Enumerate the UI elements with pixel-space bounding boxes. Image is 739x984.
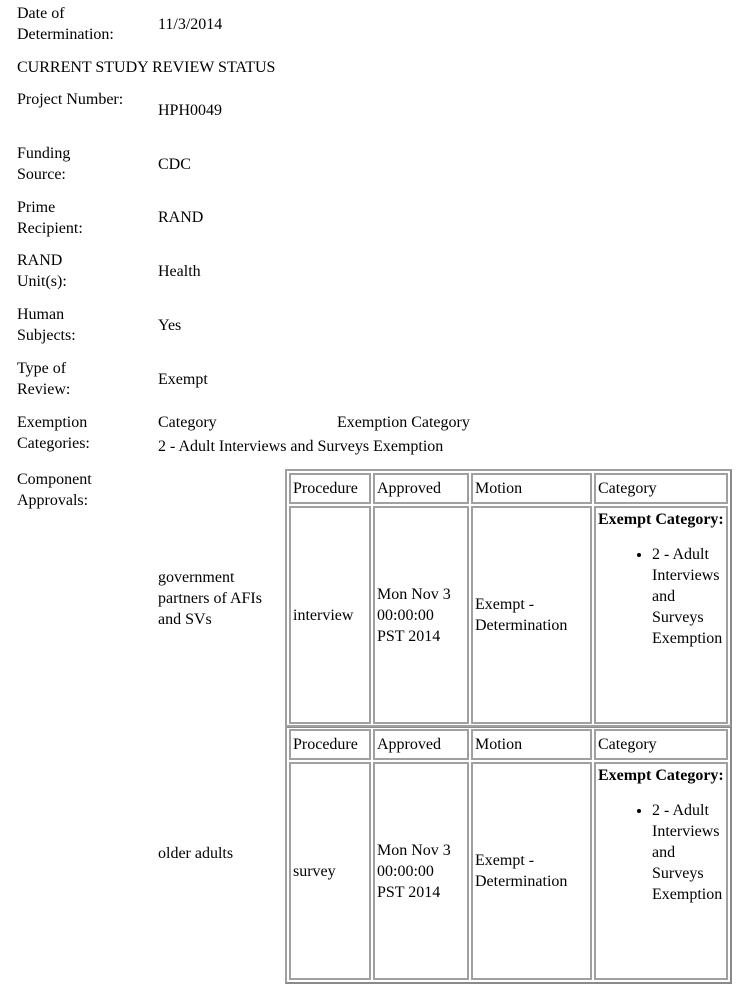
component-table [285, 725, 732, 984]
component-name: older adults [158, 845, 234, 862]
funding-source-label: Funding Source: [17, 145, 71, 183]
component-name: government partners of AFIs and SVs [158, 569, 262, 628]
category-cell [594, 762, 728, 980]
motion-cell: Exempt - Determination [471, 506, 592, 724]
header-category: Category [594, 729, 728, 760]
header-procedure: Procedure [289, 473, 371, 504]
exemption-col-category: Category [158, 414, 217, 431]
category-title: Exempt Category: [598, 767, 724, 784]
funding-source-value: CDC [158, 156, 191, 173]
header-approved: Approved [373, 729, 469, 760]
header-motion: Motion [471, 729, 592, 760]
exemption-categories-label: Exemption Categories: [17, 414, 90, 452]
project-number-label: Project Number: [17, 91, 124, 108]
exemption-col-exemption-category: Exemption Category [337, 414, 470, 431]
prime-recipient-label: Prime Recipient: [17, 199, 83, 237]
procedure-cell: survey [289, 762, 371, 980]
category-item: • 2 - Adult Interviews and Surveys Exemption [652, 544, 724, 649]
approved-cell: Mon Nov 3 00:00:00 PST 2014 [373, 762, 469, 980]
header-category: Category [594, 473, 728, 504]
header-approved: Approved [373, 473, 469, 504]
motion-cell: Exempt - Determination [471, 762, 592, 980]
section-title: CURRENT STUDY REVIEW STATUS [17, 59, 276, 76]
header-procedure: Procedure [289, 729, 371, 760]
type-of-review-value: Exempt [158, 371, 208, 388]
category-item: • 2 - Adult Interviews and Surveys Exemption [652, 800, 724, 905]
human-subjects-value: Yes [158, 317, 182, 334]
approved-cell: Mon Nov 3 00:00:00 PST 2014 [373, 506, 469, 724]
determination-value: 11/3/2014 [158, 16, 223, 33]
component-approvals-label: Component Approvals: [17, 471, 92, 509]
table-row [289, 506, 728, 724]
procedure-cell: interview [289, 506, 371, 724]
exemption-value: 2 - Adult Interviews and Surveys Exemption [158, 438, 444, 455]
rand-units-value: Health [158, 263, 201, 280]
component-table [285, 469, 732, 728]
prime-recipient-value: RAND [158, 209, 204, 226]
table-header-row [289, 473, 728, 504]
rand-units-label: RAND Unit(s): [17, 252, 67, 290]
category-title: Exempt Category: [598, 511, 724, 528]
type-of-review-label: Type of Review: [17, 360, 71, 398]
table-header-row [289, 729, 728, 760]
category-cell [594, 506, 728, 724]
human-subjects-label: Human Subjects: [17, 306, 76, 344]
determination-label: Date of Determination: [17, 5, 114, 43]
project-number-value: HPH0049 [158, 102, 223, 119]
table-row [289, 762, 728, 980]
header-motion: Motion [471, 473, 592, 504]
